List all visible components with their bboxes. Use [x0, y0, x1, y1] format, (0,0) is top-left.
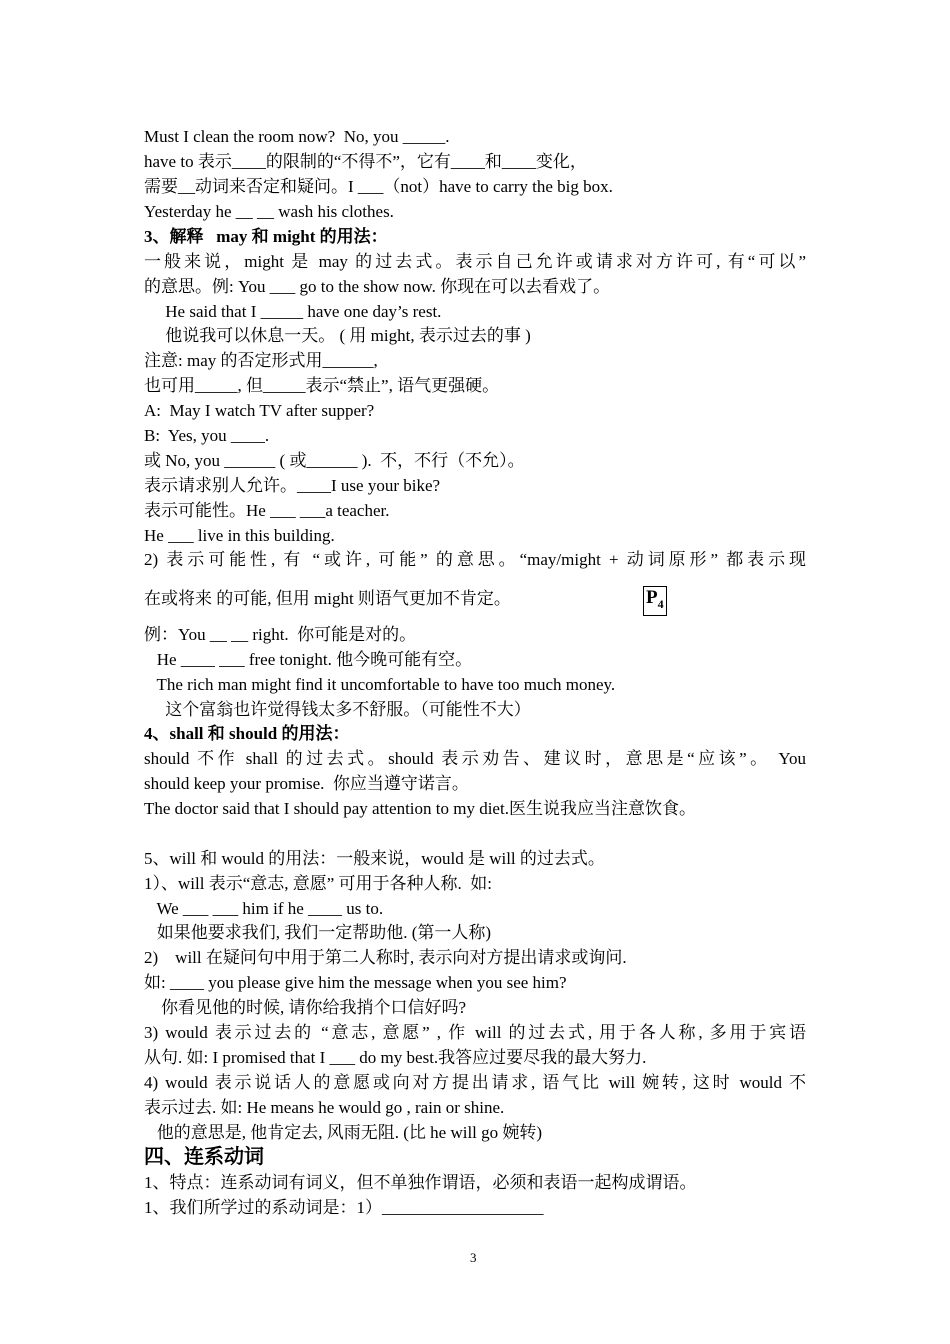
- text-line: 的意思。例: You ___ go to the show now. 你现在可以去看戏了。: [144, 277, 611, 296]
- text-line: 你看见他的时候, 请你给我捎个口信好吗?: [144, 998, 467, 1017]
- text-line: He ____ ___ free tonight. 他今晚可能有空。: [144, 650, 473, 669]
- text-line: Yesterday he __ __ wash his clothes.: [144, 202, 394, 221]
- text-line: The rich man might find it uncomfortable to have too much money.: [144, 675, 616, 694]
- page-number: 3: [470, 1250, 477, 1265]
- text-line: should 不作 shall 的过去式。should 表示劝告、建议时，意思是“应该”。 You: [144, 749, 806, 768]
- chapter-heading: 四、连系动词: [144, 1146, 264, 1168]
- text-line: 3) would 表示过去的 “意志, 意愿” , 作 will 的过去式, 用于各人称, 多用于宾语: [144, 1023, 806, 1042]
- section-heading: 4、shall 和 should 的用法：: [144, 724, 350, 743]
- section-heading: 3、解释 may 和 might 的用法：: [144, 227, 388, 246]
- text-line: 如果他要求我们, 我们一定帮助他. (第一人称): [144, 923, 492, 942]
- text-line: 也可用_____, 但_____表示“禁止”, 语气更强硬。: [144, 376, 500, 395]
- text-line: Must I clean the room now? No, you _____.: [144, 127, 450, 146]
- text-line: 注意: may 的否定形式用______,: [144, 351, 378, 370]
- text-line: 这个富翁也许觉得钱太多不舒服。（可能性不大）: [144, 700, 531, 719]
- text-line: have to 表示____的限制的“不得不”，它有____和____变化，: [144, 152, 587, 171]
- text-line: 表示请求别人允许。____I use your bike?: [144, 476, 441, 495]
- text-line: 如: ____ you please give him the message when you see him?: [144, 973, 567, 992]
- text-line: 他的意思是, 他肯定去, 风雨无阻. (比 he will go 婉转): [144, 1123, 543, 1142]
- text-line: 一般来说，might 是 may 的过去式。表示自己允许或请求对方许可, 有“可以”: [144, 252, 806, 271]
- text-line: 他说我可以休息一天。 ( 用 might, 表示过去的事 ): [144, 326, 531, 345]
- text-line: We ___ ___ him if he ____ us to.: [144, 899, 384, 918]
- text-line: 在或将来 的可能, 但用 might 则语气更加不肯定。: [144, 589, 511, 608]
- text-line: 表示可能性。He ___ ___a teacher.: [144, 501, 390, 520]
- text-line: 从句. 如: I promised that I ___ do my best.我答应过要尽我的最大努力.: [144, 1048, 647, 1067]
- text-line: 例：You __ __ right. 你可能是对的。: [144, 625, 417, 644]
- text-line: 1、特点：连系动词有词义，但不单独作谓语，必须和表语一起构成谓语。: [144, 1173, 697, 1192]
- text-line: 表示过去. 如: He means he would go , rain or shine.: [144, 1098, 505, 1117]
- text-line: 2) 表示可能性, 有 “或许, 可能” 的意思。“may/might + 动词原形” 都表示现: [144, 550, 806, 569]
- text-line: 4) would 表示说话人的意愿或向对方提出请求, 语气比 will 婉转, 这时 would 不: [144, 1073, 806, 1092]
- text-line: He said that I _____ have one day’s rest.: [144, 302, 442, 321]
- text-line: 2) will 在疑问句中用于第二人称时, 表示向对方提出请求或询问.: [144, 948, 627, 967]
- text-line: A: May I watch TV after supper?: [144, 401, 375, 420]
- text-line: 1、我们所学过的系动词是：1）___________________: [144, 1198, 544, 1217]
- text-line: 或 No, you ______ ( 或______ ). 不，不行（不允）。: [144, 451, 525, 470]
- text-line: 需要__动词来否定和疑问。I ___（not）have to carry the big box.: [144, 177, 613, 196]
- text-line: The doctor said that I should pay attention to my diet.医生说我应当注意饮食。: [144, 799, 696, 818]
- text-line: 1）、will 表示“意志, 意愿” 可用于各种人称. 如:: [144, 874, 493, 893]
- text-line: B: Yes, you ____.: [144, 426, 270, 445]
- text-line: He ___ live in this building.: [144, 526, 335, 545]
- page-marker-box: $P_4$: [643, 586, 667, 616]
- text-line: should keep your promise. 你应当遵守诺言。: [144, 774, 469, 793]
- section-heading: 5、will 和 would 的用法：一般来说，would 是 will 的过去式。: [144, 849, 605, 868]
